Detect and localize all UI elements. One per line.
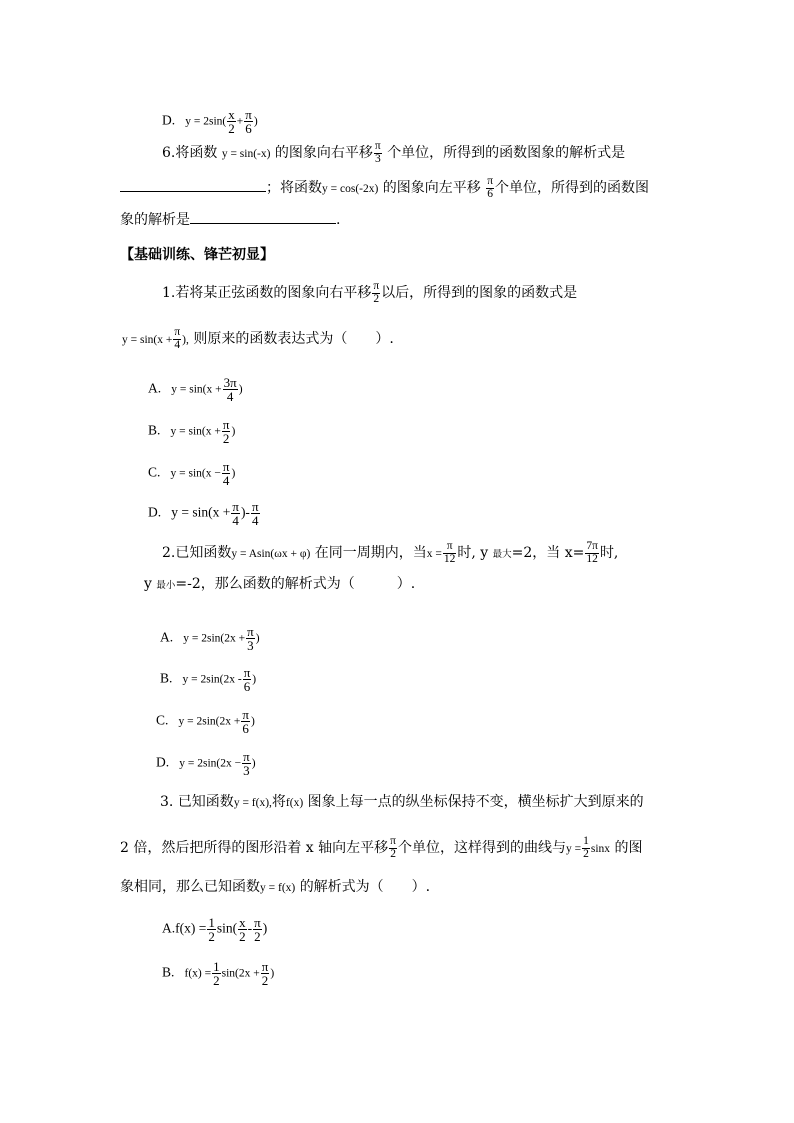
fraction: $\frac{\pi}{3}$	[247, 624, 254, 653]
expr: y = 2sin(2x -	[182, 673, 242, 686]
section-heading: 【基础训练、锋芒初显】	[120, 247, 274, 263]
paren: )	[251, 757, 256, 770]
text: 已知函数	[175, 545, 232, 561]
expr: sin(	[216, 920, 238, 936]
option-label: B.	[160, 670, 173, 686]
p3-line3	[120, 877, 430, 898]
op: )-	[240, 504, 250, 520]
q6-line1	[162, 141, 625, 165]
text: 图象上每一点的纵坐标保持不变，横坐标扩大到原来的	[307, 794, 644, 810]
paren: )	[231, 425, 236, 438]
p3-option-b	[162, 960, 274, 987]
fraction: $\frac{\pi}{2}$	[373, 280, 380, 305]
p2-line1	[162, 541, 618, 565]
p2-option-d	[156, 750, 256, 777]
fraction: $\frac{x}{2}$	[228, 107, 235, 136]
fraction: $\frac{\pi}{4}$	[232, 499, 239, 528]
expr: y = Asin(ωx + φ)	[231, 548, 311, 560]
option-label: D.	[148, 504, 162, 520]
text: =-2，那么函数的解析式为（ ）.	[175, 576, 416, 592]
text: .	[336, 212, 341, 228]
fraction: $\frac{1}{2}$	[208, 915, 215, 944]
fraction: $\frac{\pi}{6}$	[243, 665, 251, 694]
fraction: $\frac{1}{2}$	[583, 835, 589, 860]
op: +	[236, 115, 244, 128]
expr: f(x) =	[184, 967, 212, 980]
option-label: B.	[162, 964, 175, 980]
fraction: $\frac{\pi}{6}$	[242, 707, 249, 736]
p2-option-a	[160, 625, 260, 652]
q6-line3	[120, 210, 340, 230]
answer-blank	[120, 179, 266, 192]
subscript: 最大	[492, 549, 512, 560]
fraction: $\frac{\pi}{2}$	[261, 959, 269, 988]
expr: y = f(x),	[233, 797, 272, 809]
p1-option-a	[148, 376, 243, 403]
paren: )	[231, 467, 236, 480]
fraction: $\frac{\pi}{4}$	[222, 459, 230, 488]
fraction: $\frac{\pi}{4}$	[174, 326, 181, 351]
expr: sinx	[590, 843, 611, 855]
paren: )	[252, 673, 257, 686]
expr: y = sin(x +	[171, 383, 222, 396]
p3-line1	[160, 792, 644, 813]
expr: y = sin(-x)	[221, 148, 271, 160]
expr: f(x)	[285, 797, 304, 809]
p3-option-a	[162, 916, 267, 943]
text: 象的解析是	[120, 212, 190, 228]
paren: )	[262, 920, 268, 936]
expr: y = 2sin(2x +	[178, 715, 241, 728]
fraction: $\frac{\pi}{4}$	[251, 499, 259, 528]
expr: y = f(x)	[260, 882, 296, 894]
question-number: 2.	[162, 545, 176, 561]
fraction: $\frac{\pi}{2}$	[390, 835, 396, 860]
expr: y = cos(-2x)	[322, 183, 379, 195]
text: 的图象向左平移	[382, 180, 481, 196]
p2-option-b	[160, 666, 256, 693]
fraction: $\frac{x}{2}$	[239, 915, 246, 944]
option-label: A.	[148, 380, 162, 396]
text: 将函数	[175, 145, 218, 161]
text: 时, y	[457, 545, 489, 561]
text: 的图象向右平移	[274, 145, 373, 161]
fraction: $\frac{\pi}{6}$	[245, 107, 252, 136]
option-label: A.	[160, 629, 174, 645]
question-number: 3.	[160, 794, 174, 810]
fraction: $\frac{\pi}{2}$	[254, 915, 261, 944]
p2-option-c	[156, 708, 255, 735]
text: 的解析式为（ ）.	[299, 879, 431, 895]
text: 2 倍，然后把所得的图形沿着 x 轴向左平移	[120, 840, 389, 856]
fraction: $\frac{\pi}{3}$	[243, 749, 250, 778]
question-number: 1.	[162, 285, 176, 301]
expr: y = 2sin(2x +	[183, 632, 246, 645]
paren: )	[250, 715, 255, 728]
paren: )	[253, 115, 258, 128]
expr: y = sin(x −	[170, 467, 221, 480]
subscript: 最小	[156, 580, 176, 591]
p1-option-d	[148, 500, 261, 527]
p1-line1	[162, 281, 577, 305]
op: -	[247, 920, 253, 936]
text: 个单位，所得到的函数图	[495, 180, 650, 196]
option-label: C.	[156, 712, 169, 728]
expr: y =	[565, 843, 582, 855]
text: 已知函数	[177, 794, 234, 810]
text: 则原来的函数表达式为（ ）.	[193, 331, 394, 347]
text: =2，当 x=	[511, 545, 585, 561]
option-label: D.	[156, 754, 170, 770]
p2-line2	[144, 574, 415, 596]
fraction: $\frac{\pi}{6}$	[487, 175, 494, 200]
p1-option-b	[148, 418, 235, 445]
text: 将	[271, 794, 286, 810]
expr: y = 2sin(	[185, 115, 227, 128]
fraction: $\frac{\pi}{3}$	[374, 140, 381, 165]
text: 象相同，那么已知函数	[120, 879, 260, 895]
fraction: $\frac{1}{2}$	[213, 959, 220, 988]
text: 的图	[614, 840, 643, 856]
q6-line2	[120, 176, 649, 200]
text: 个单位，这样得到的曲线与	[397, 840, 566, 856]
expr: y = sin(x +	[171, 504, 231, 520]
paren: )	[270, 967, 275, 980]
option-label: B.	[148, 422, 161, 438]
p3-line2	[120, 836, 642, 860]
expr: y = sin(x +	[170, 425, 221, 438]
paren: )	[238, 383, 243, 396]
expr: f(x) =	[175, 920, 207, 936]
text: 以后，所得到的图象的函数式是	[381, 285, 578, 301]
fraction: $\frac{\pi}{2}$	[222, 417, 230, 446]
fraction: $\frac{\pi}{12}$	[443, 540, 456, 565]
text: 时,	[599, 545, 619, 561]
text: 若将某正弦函数的图象向右平移	[175, 285, 372, 301]
option-label: D.	[162, 112, 176, 128]
paren: ),	[182, 334, 189, 346]
text: 个单位，所得到的函数图象的解析式是	[387, 145, 626, 161]
fraction: $\frac{7\pi}{12}$	[586, 540, 598, 565]
p1-line2	[122, 327, 394, 351]
text: 在同一周期内，当	[314, 545, 427, 561]
option-label: A.	[162, 920, 176, 936]
expr: x =	[426, 548, 442, 560]
option-label: C.	[148, 464, 161, 480]
prev-option-d	[162, 108, 258, 135]
text: y	[144, 576, 152, 592]
paren: )	[255, 632, 260, 645]
text: ；将函数	[266, 180, 322, 196]
question-number: 6.	[162, 145, 176, 161]
expr: y = 2sin(2x −	[179, 757, 242, 770]
p1-option-c	[148, 460, 235, 487]
answer-blank	[190, 211, 336, 224]
expr: sin(2x +	[221, 967, 260, 980]
expr: y = sin(x +	[122, 334, 173, 346]
fraction: $\frac{3\pi}{4}$	[223, 375, 237, 404]
